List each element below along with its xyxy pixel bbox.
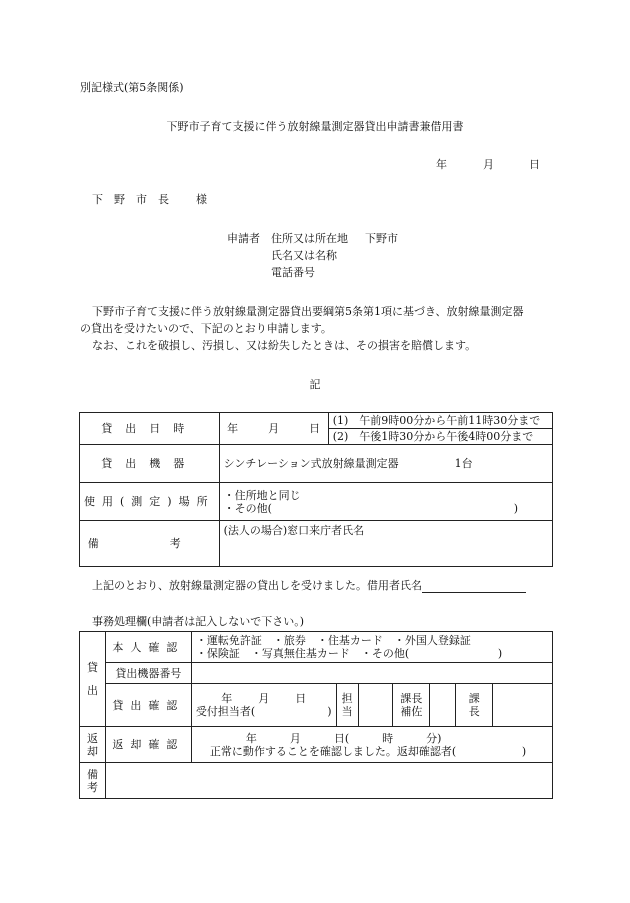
time-slot-2[interactable]: (2) 午後1時30分から午後4時00分まで — [328, 429, 552, 445]
name-label: 氏名又は名称 — [271, 249, 337, 262]
phone-label: 電話番号 — [271, 266, 315, 279]
device-number-field[interactable] — [191, 663, 552, 684]
addressee-honorific: 様 — [196, 193, 207, 206]
identity-options[interactable]: ・運転免許証 ・旅券 ・住基カード ・外国人登録証 ・保険証 ・写真無住基カード ・その他( ) — [191, 632, 552, 663]
date-year: 年 — [436, 158, 447, 171]
device-value: シンチレーション式放射線量測定器 — [223, 457, 399, 470]
office-remarks-field[interactable] — [105, 763, 552, 799]
place-cell[interactable] — [219, 483, 552, 521]
return-date-line: 年 月 日( 時 分) — [245, 731, 442, 745]
kacho-label: 課 長 — [456, 684, 493, 727]
body-line-1: 下野市子育て支援に伴う放射線量測定器貸出要綱第5条第1項に基づき、放射線量測定器 — [92, 305, 524, 318]
office-heading: 事務処理欄(申請者は記入しないで下さい。) — [92, 615, 305, 628]
lend-section-label: 貸 出 — [80, 632, 106, 727]
kacho-stamp[interactable] — [493, 684, 553, 727]
addressee-name: 下 野 市 長 — [92, 193, 169, 206]
kacho-hosa-stamp[interactable] — [430, 684, 456, 727]
office-table — [79, 631, 553, 799]
office-remarks-label: 備 考 — [80, 763, 106, 799]
remarks-value[interactable]: (法人の場合)窓口来庁者氏名 — [219, 521, 552, 567]
address-label: 住所又は所在地 — [271, 232, 348, 245]
identity-label: 本人確認 — [105, 632, 191, 663]
identity-options-line-1: ・運転免許証 ・旅券 ・住基カード ・外国人登録証 — [195, 634, 471, 647]
return-confirm-line: 正常に動作することを確認しました。返却確認者( — [209, 744, 457, 758]
device-cell — [219, 445, 552, 483]
ki-heading: 記 — [309, 378, 321, 391]
place-label: 使用(測定)場所 — [80, 483, 220, 521]
borrower-name-field[interactable] — [422, 581, 526, 593]
lend-date-cell[interactable]: 年 月 日 — [219, 413, 328, 445]
identity-options-line-2: ・保険証 ・写真無住基カード ・その他( — [195, 647, 410, 660]
receiver-label: 受付担当者( — [195, 705, 256, 718]
address-value: 下野市 — [365, 232, 398, 245]
return-check-cell[interactable]: 年 月 日( 時 分) 正常に動作することを確認しました。返却確認者( ) — [191, 727, 552, 763]
form-reference: 別記様式(第5条関係) — [80, 81, 184, 94]
device-qty: 1台 — [454, 457, 473, 470]
tanto-stamp[interactable] — [358, 684, 393, 727]
date-month: 月 — [483, 158, 494, 171]
receipt-line: 上記のとおり、放射線量測定器の貸出しを受けました。借用者氏名 — [92, 579, 526, 593]
lend-check-label: 貸出確認 — [105, 684, 191, 727]
body-line-2: の貸出を受けたいので、下記のとおり申請します。 — [80, 322, 332, 335]
body-line-3: なお、これを破損し、汚損し、又は紛失したときは、その損害を賠償します。 — [92, 339, 477, 352]
lend-datetime-label: 貸出日時 — [80, 413, 220, 445]
device-number-label: 貸出機器番号 — [105, 663, 191, 684]
device-label: 貸出機器 — [80, 445, 220, 483]
application-table — [79, 412, 553, 567]
place-close-paren: ) — [513, 501, 518, 515]
remarks-label: 備 考 — [80, 521, 220, 567]
document-title: 下野市子育て支援に伴う放射線量測定器貸出申請書兼借用書 — [166, 120, 464, 133]
applicant-label: 申請者 — [227, 232, 260, 245]
return-section-label: 返 却 — [80, 727, 106, 763]
place-option-same[interactable]: ・住所地と同じ — [223, 488, 301, 502]
tanto-label: 担 当 — [336, 684, 358, 727]
return-check-label: 返却確認 — [105, 727, 191, 763]
time-slot-1[interactable]: (1) 午前9時00分から午前11時30分まで — [328, 413, 552, 429]
lend-check-cell[interactable]: 年 月 日 受付担当者( ) — [191, 684, 336, 727]
place-option-other[interactable]: ・その他( — [223, 501, 272, 515]
date-day: 日 — [529, 158, 540, 171]
kacho-hosa-label: 課長 補佐 — [393, 684, 430, 727]
